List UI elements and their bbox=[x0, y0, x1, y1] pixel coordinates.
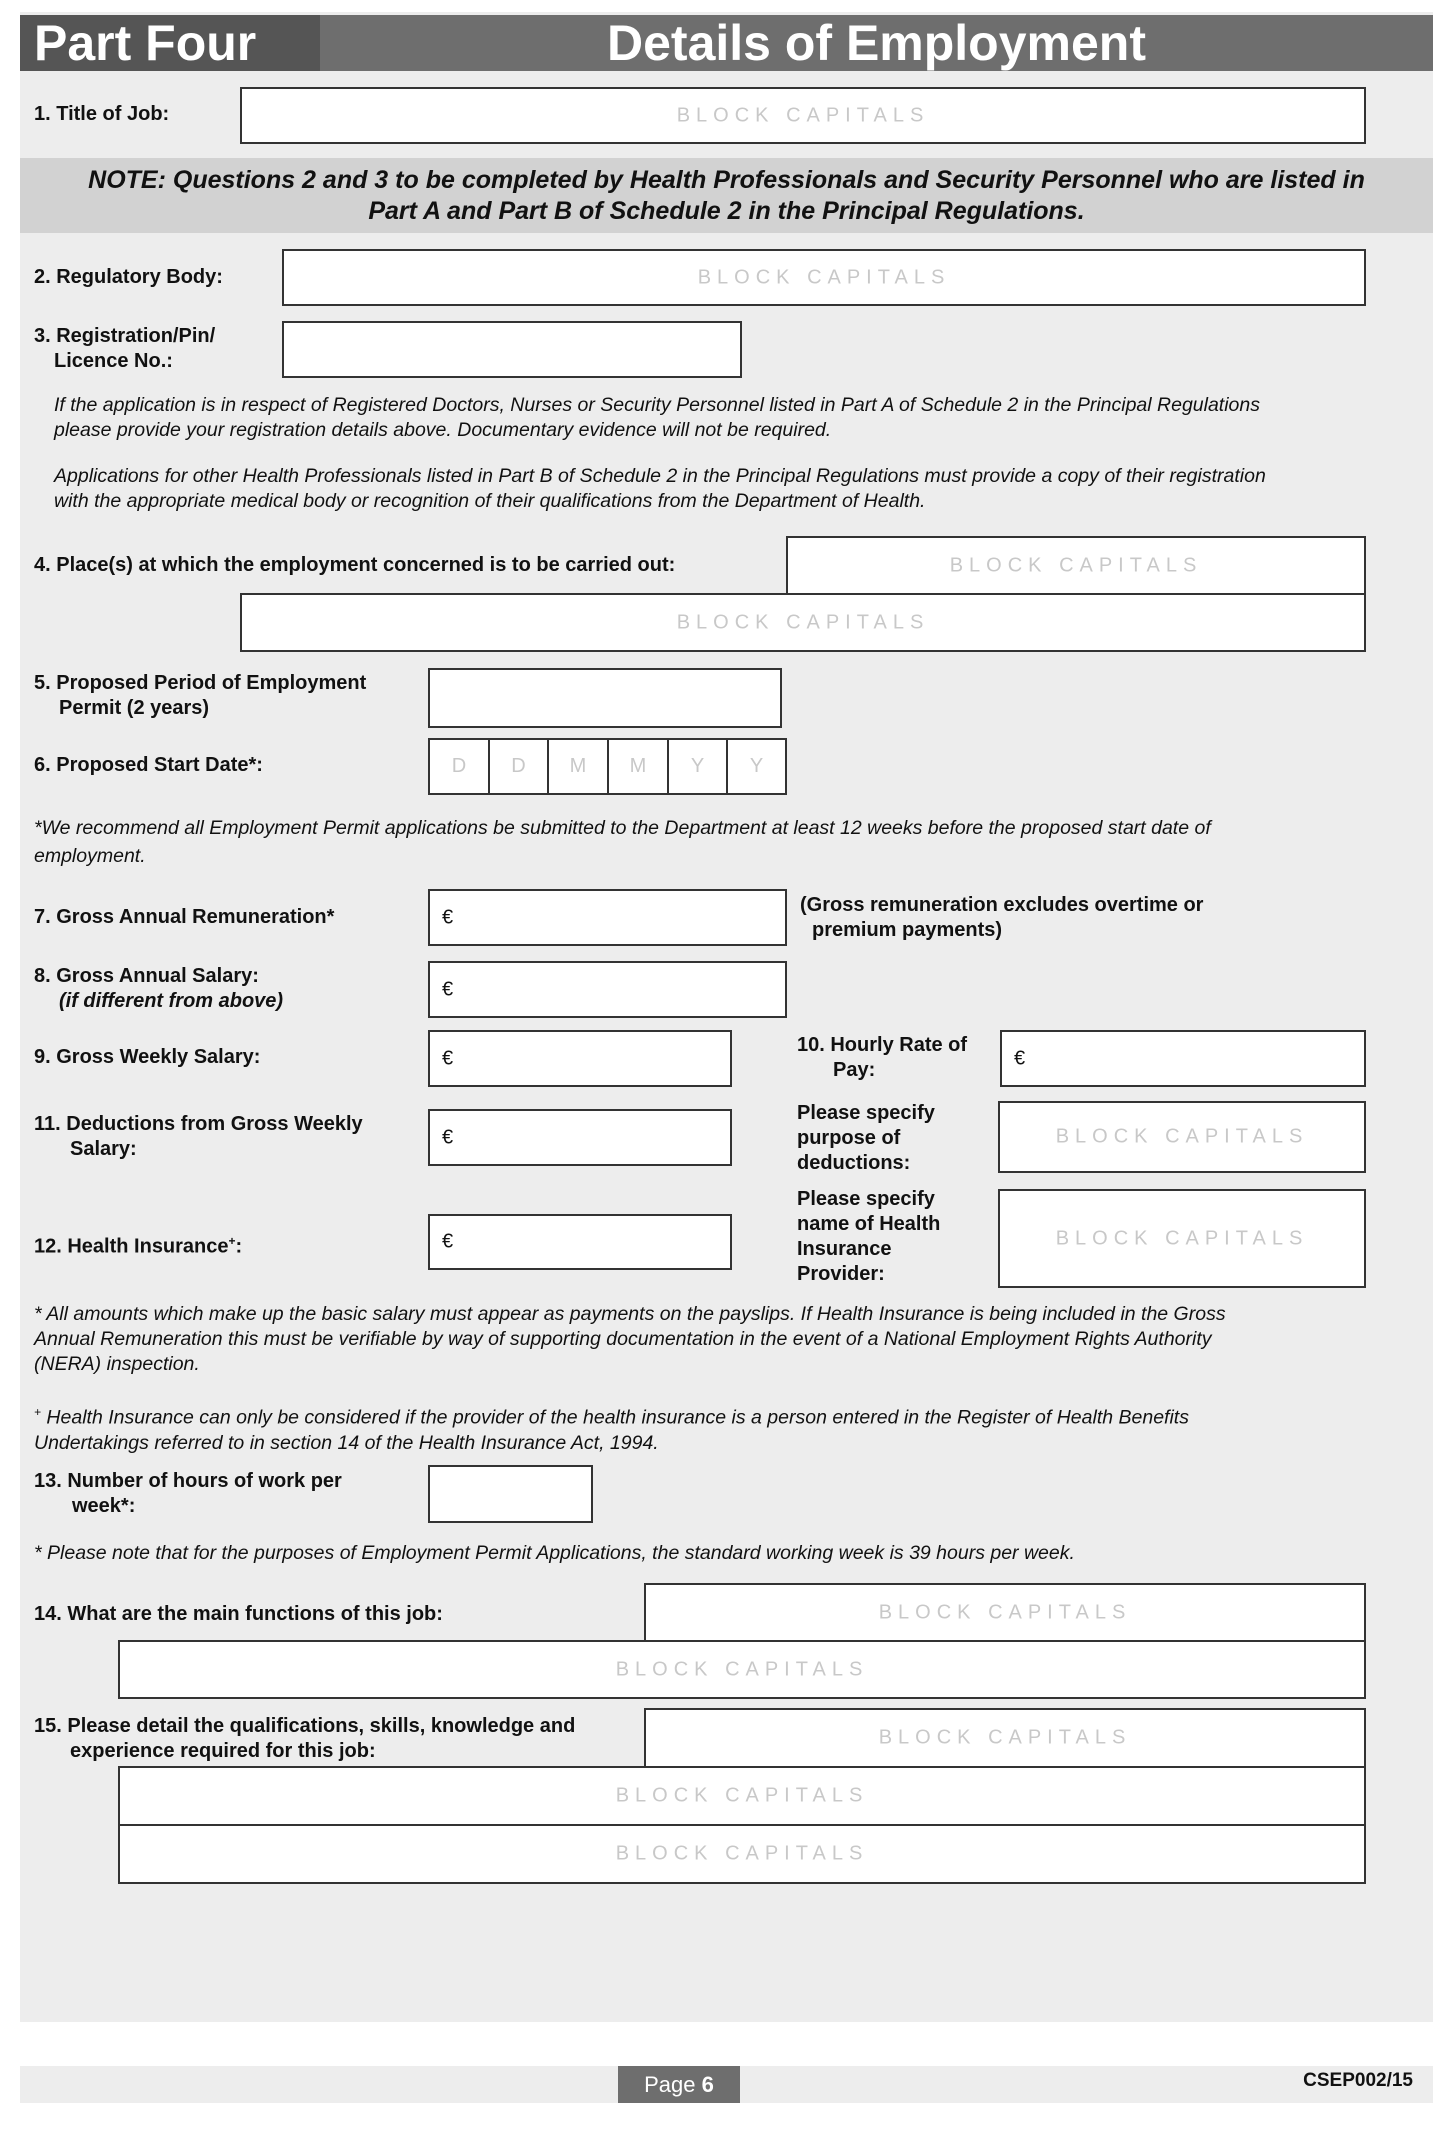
regulatory-body-field[interactable] bbox=[282, 249, 1366, 306]
gross-weekly-salary-field[interactable] bbox=[428, 1030, 732, 1087]
health-provider-field[interactable] bbox=[998, 1189, 1366, 1288]
gross-annual-remuneration-field[interactable] bbox=[428, 889, 787, 946]
registration-number-field[interactable] bbox=[282, 321, 742, 378]
health-provider-label: Please specify name of Health Insurance Provider: bbox=[797, 1188, 941, 1285]
employment-period-field[interactable] bbox=[428, 668, 782, 728]
q7-label: 7. Gross Annual Remuneration* bbox=[34, 906, 335, 928]
date-day-2[interactable]: D bbox=[490, 740, 549, 793]
employment-place-field-1[interactable] bbox=[786, 536, 1366, 595]
q2-label: 2. Regulatory Body: bbox=[34, 266, 223, 288]
hours-footnote: * Please note that for the purposes of Employment Permit Applications, the standard working week is 39 hours per week. bbox=[34, 1542, 1075, 1564]
q4-label: 4. Place(s) at which the employment concerned is to be carried out: bbox=[34, 554, 676, 576]
job-title-field[interactable] bbox=[240, 87, 1366, 144]
placeholder: BLOCK CAPITALS bbox=[697, 266, 951, 288]
placeholder: BLOCK CAPITALS bbox=[615, 1784, 869, 1807]
euro-icon: € bbox=[442, 906, 454, 928]
q6-label: 6. Proposed Start Date*: bbox=[34, 754, 263, 776]
deductions-field[interactable] bbox=[428, 1109, 732, 1166]
placeholder: BLOCK CAPITALS bbox=[676, 104, 930, 126]
q5-label: 5. Proposed Period of Employment Permit (2 years) bbox=[34, 672, 367, 719]
page-number-badge: Page 6 bbox=[618, 2066, 740, 2103]
date-day-1[interactable]: D bbox=[430, 740, 490, 793]
date-year-2[interactable]: Y bbox=[749, 755, 764, 777]
euro-icon: € bbox=[442, 1230, 454, 1253]
note-line-1: NOTE: Questions 2 and 3 to be completed by Health Professionals and Security Personnel who are listed in bbox=[88, 166, 1365, 194]
euro-icon: € bbox=[442, 1047, 454, 1069]
q11-label: 11. Deductions from Gross Weekly Salary: bbox=[34, 1113, 363, 1160]
q14-label: 14. What are the main functions of this job: bbox=[34, 1603, 443, 1625]
date-month-2[interactable]: M bbox=[609, 740, 669, 793]
placeholder: BLOCK CAPITALS bbox=[878, 1726, 1132, 1749]
health-insurance-field[interactable] bbox=[428, 1214, 732, 1270]
qualifications-field-3[interactable] bbox=[118, 1824, 1366, 1884]
placeholder: BLOCK CAPITALS bbox=[615, 1842, 869, 1865]
hourly-rate-field[interactable] bbox=[1000, 1030, 1366, 1087]
note-line-2: Part A and Part B of Schedule 2 in the Principal Regulations. bbox=[368, 197, 1085, 225]
part-label: Part Four bbox=[20, 15, 320, 71]
q8-label: 8. Gross Annual Salary: (if different from above) bbox=[34, 965, 284, 1012]
q3-label: 3. Registration/Pin/ Licence No.: bbox=[34, 325, 216, 372]
note-band bbox=[20, 158, 1433, 233]
euro-icon: € bbox=[442, 978, 454, 1000]
start-date-note: *We recommend all Employment Permit applications be submitted to the Department at least 12 weeks before the proposed start date of employment. bbox=[34, 817, 1211, 867]
health-insurance-footnote: + Health Insurance can only be considered if the provider of the health insurance is a person entered in the Register of Health Benefits Undertakings referred to in section 14 of the Health Insurance Act, 1994. bbox=[34, 1405, 1189, 1454]
remuneration-aside: (Gross remuneration excludes overtime or premium payments) bbox=[800, 894, 1204, 941]
q1-label: 1. Title of Job: bbox=[34, 103, 170, 125]
start-date-field[interactable] bbox=[428, 738, 787, 795]
job-functions-field-1[interactable] bbox=[644, 1583, 1366, 1642]
job-functions-field-2[interactable] bbox=[118, 1640, 1366, 1699]
placeholder: BLOCK CAPITALS bbox=[878, 1601, 1132, 1623]
placeholder: BLOCK CAPITALS bbox=[949, 554, 1203, 576]
qualifications-field-2[interactable] bbox=[118, 1766, 1366, 1826]
q12-label: 12. Health Insurance+: bbox=[34, 1234, 243, 1258]
section-title: Details of Employment bbox=[607, 15, 1146, 71]
date-year-1[interactable]: Y bbox=[669, 740, 728, 793]
section-header bbox=[20, 15, 1433, 71]
form-code: CSEP002/15 bbox=[1303, 2070, 1413, 2091]
q13-label: 13. Number of hours of work per week*: bbox=[34, 1470, 342, 1517]
euro-icon: € bbox=[1014, 1047, 1026, 1069]
payslip-footnote: * All amounts which make up the basic salary must appear as payments on the payslips. If Health Insurance is being included in the Gross Annual Remuneration this must be verifiable by way of supporting documentation in the event of a National Employment Rights Authority (NERA) inspection. bbox=[34, 1303, 1226, 1375]
placeholder: BLOCK CAPITALS bbox=[1055, 1125, 1309, 1148]
hours-per-week-field[interactable] bbox=[428, 1465, 593, 1523]
q9-label: 9. Gross Weekly Salary: bbox=[34, 1046, 261, 1068]
placeholder: BLOCK CAPITALS bbox=[1055, 1227, 1309, 1249]
deductions-purpose-label: Please specify purpose of deductions: bbox=[797, 1102, 935, 1174]
q10-label: 10. Hourly Rate of Pay: bbox=[797, 1034, 968, 1081]
qualifications-field-1[interactable] bbox=[644, 1708, 1366, 1768]
registered-doctors-note: If the application is in respect of Registered Doctors, Nurses or Security Personnel listed in Part A of Schedule 2 in the Principal Regulations please provide your registration details above. Documentary evidence will not be required. bbox=[54, 394, 1261, 441]
employment-place-field-2[interactable] bbox=[240, 593, 1366, 652]
placeholder: BLOCK CAPITALS bbox=[676, 611, 930, 633]
gross-annual-salary-field[interactable] bbox=[428, 961, 787, 1018]
deductions-purpose-field[interactable] bbox=[998, 1101, 1366, 1173]
placeholder: BLOCK CAPITALS bbox=[615, 1658, 869, 1680]
date-month-1[interactable]: M bbox=[549, 740, 609, 793]
other-health-professionals-note: Applications for other Health Professionals listed in Part B of Schedule 2 in the Principal Regulations must provide a copy of their registration with the appropriate medical body or recognition of their qualifications from the Department of Health. bbox=[54, 465, 1266, 512]
euro-icon: € bbox=[442, 1126, 454, 1148]
q15-label: 15. Please detail the qualifications, skills, knowledge and experience required for this job: bbox=[34, 1715, 576, 1762]
